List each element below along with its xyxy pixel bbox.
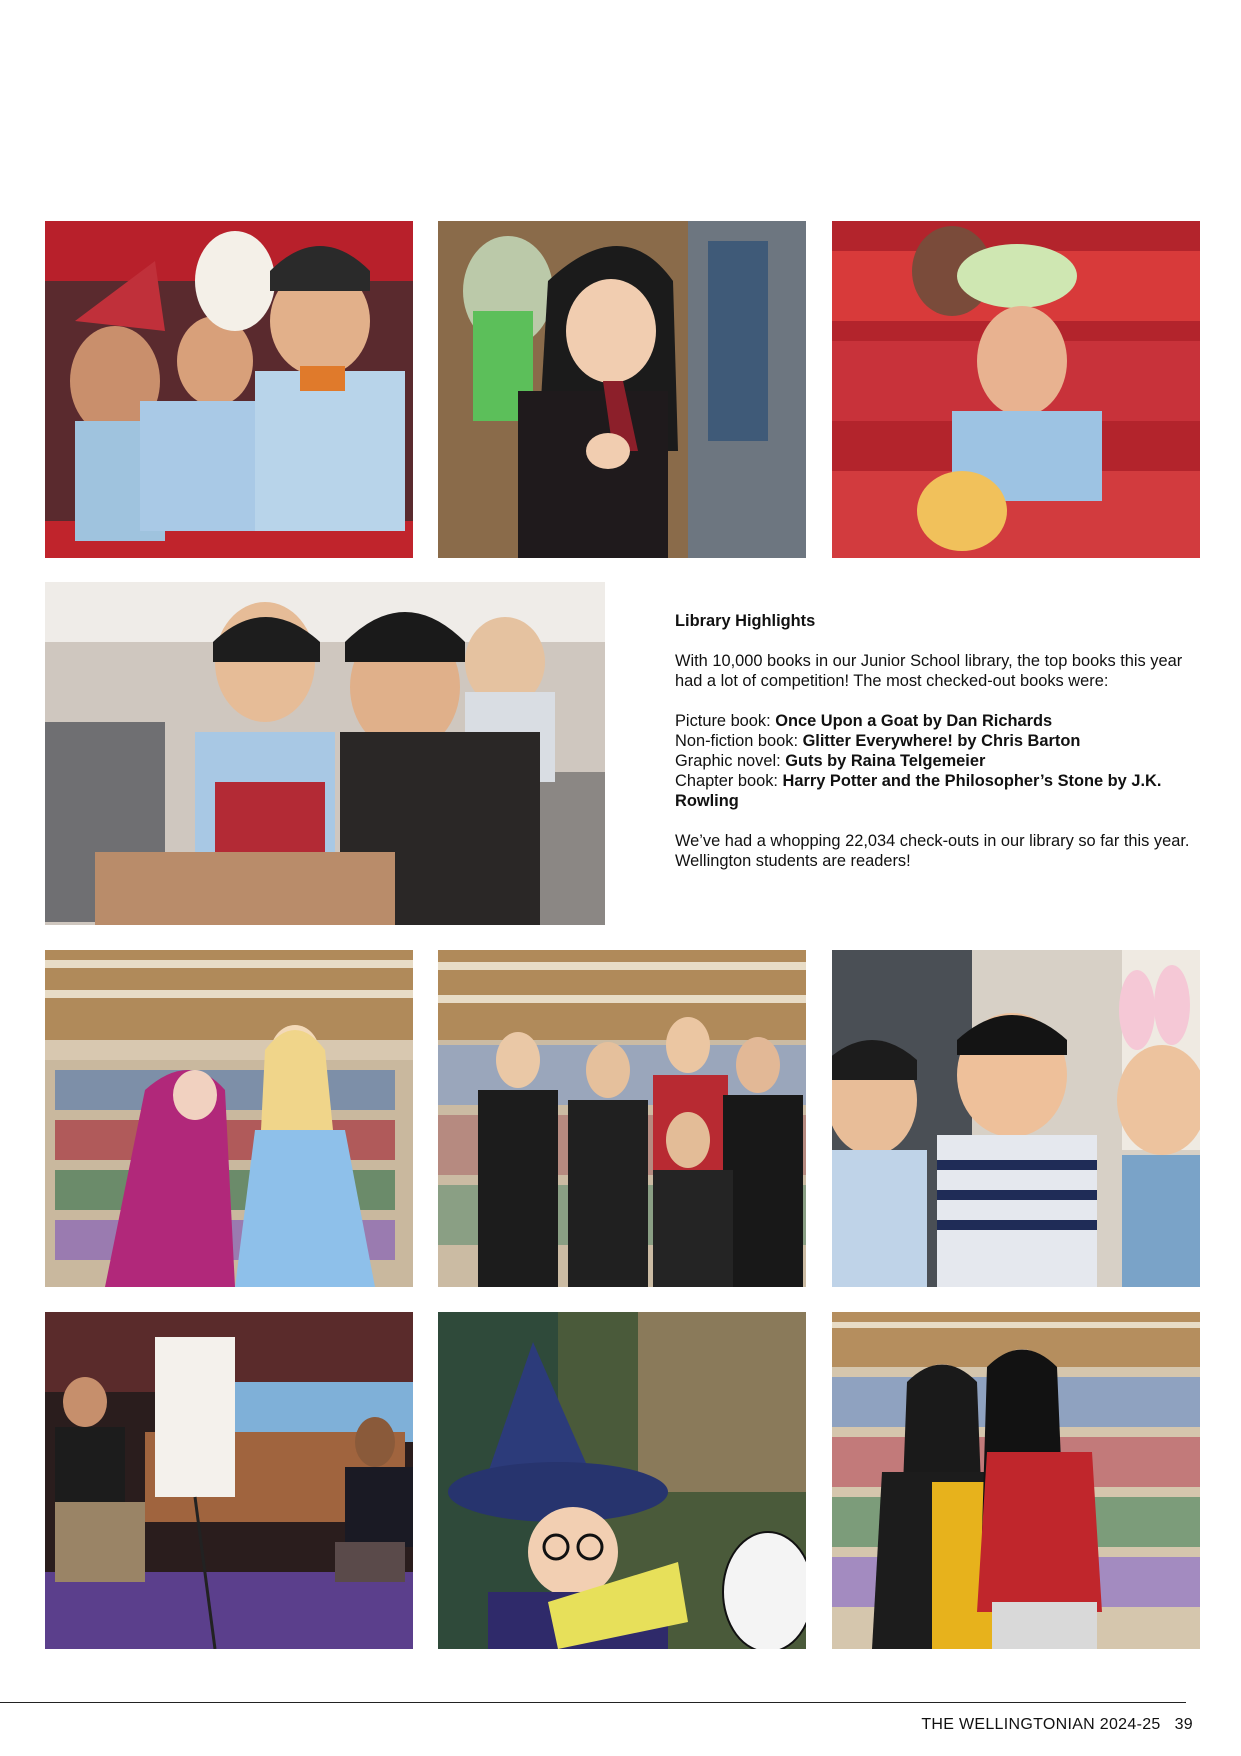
footer-divider [0, 1702, 1186, 1703]
publication-title: THE WELLINGTONIAN 2024-25 [921, 1716, 1161, 1733]
library-highlights-closing: We’ve had a whopping 22,034 check-outs in our library so far this year. Wellington students are readers! [675, 832, 1190, 870]
photo-children-paper-crowns [45, 221, 413, 558]
photo-group-students-library [438, 950, 806, 1287]
photo-smiling-boys [832, 950, 1200, 1287]
library-highlights-text [675, 611, 1195, 891]
photo-girl-wizard-costume [438, 221, 806, 558]
photo-two-students-bookshelves [832, 1312, 1200, 1649]
top-book-item: Non-fiction book: Glitter Everywhere! by Chris Barton [675, 732, 1081, 750]
photo-costumed-students-library [45, 950, 413, 1287]
top-books-list [675, 711, 1195, 811]
photo-illustrator-on-stage [45, 1312, 413, 1649]
photo-boy-paper-hat-theatre [832, 221, 1200, 558]
top-book-item: Chapter book: Harry Potter and the Philosopher’s Stone by J.K. Rowling [675, 772, 1162, 810]
top-book-item: Picture book: Once Upon a Goat by Dan Richards [675, 712, 1053, 730]
library-highlights-title: Library Highlights [675, 612, 816, 630]
photo-parent-reading-with-child [45, 582, 605, 925]
library-highlights-intro: With 10,000 books in our Junior School library, the top books this year had a lot of competition! The most checked-out books were: [675, 652, 1183, 690]
page-number: 39 [1174, 1716, 1193, 1733]
top-book-item: Graphic novel: Guts by Raina Telgemeier [675, 752, 986, 770]
photo-boy-wizard-reading [438, 1312, 806, 1649]
page-footer [921, 1716, 1193, 1734]
